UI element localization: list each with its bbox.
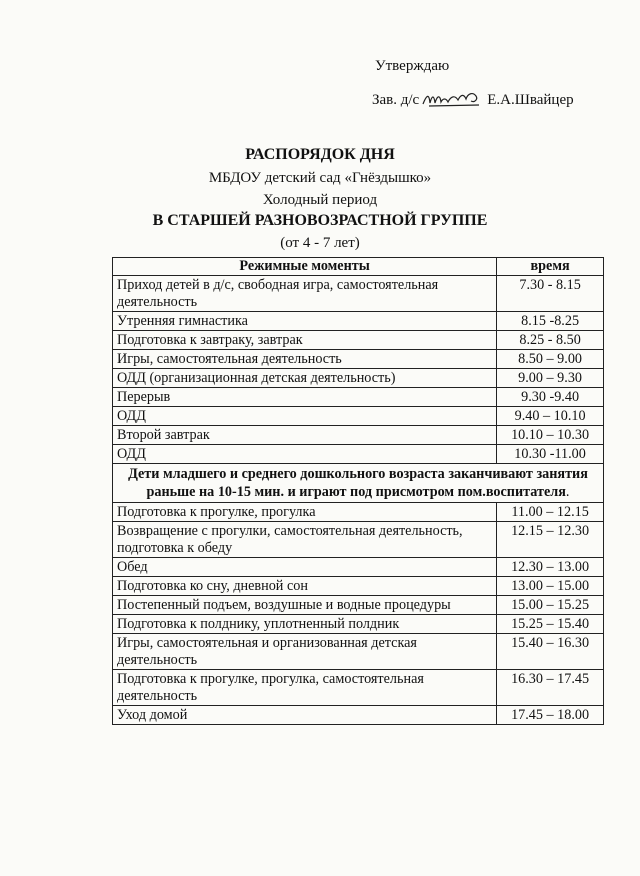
- schedule-rows-top: [113, 276, 604, 464]
- time-cell: 9.00 – 9.30: [497, 369, 604, 388]
- note-period: .: [565, 484, 570, 500]
- schedule-table: [112, 257, 604, 725]
- signature-line: [372, 90, 574, 109]
- activity-cell: Игры, самостоятельная деятельность: [113, 350, 497, 369]
- note-row: [113, 464, 604, 503]
- head-name: Е.А.Швайцер: [487, 92, 574, 108]
- time-cell: 15.00 – 15.25: [497, 596, 604, 615]
- activity-cell: Подготовка ко сну, дневной сон: [113, 577, 497, 596]
- head-position: Зав. д/с: [372, 92, 420, 108]
- note-cell: [113, 464, 604, 503]
- table-header-row: [113, 258, 604, 276]
- handwritten-signature: [421, 90, 483, 108]
- approval-word: Утверждаю: [375, 58, 450, 74]
- time-cell: 9.30 -9.40: [497, 388, 604, 407]
- activity-column-header: Режимные моменты: [113, 258, 497, 276]
- activity-cell: Подготовка к завтраку, завтрак: [113, 331, 497, 350]
- activity-cell: ОДД (организационная детская деятельность): [113, 369, 497, 388]
- group-label: В СТАРШЕЙ РАЗНОВОЗРАСТНОЙ ГРУППЕ: [152, 212, 488, 229]
- table-row: [113, 670, 604, 706]
- org-name: МБДОУ детский сад «Гнёздышко»: [208, 170, 432, 186]
- time-cell: 8.25 - 8.50: [497, 331, 604, 350]
- table-row: [113, 407, 604, 426]
- time-cell: 8.15 -8.25: [497, 312, 604, 331]
- activity-cell: Утренняя гимнастика: [113, 312, 497, 331]
- activity-cell: Постепенный подъем, воздушные и водные процедуры: [113, 596, 497, 615]
- time-cell: 15.40 – 16.30: [497, 634, 604, 670]
- table-row: [113, 388, 604, 407]
- activity-cell: Второй завтрак: [113, 426, 497, 445]
- activity-cell: Обед: [113, 558, 497, 577]
- table-row: [113, 615, 604, 634]
- activity-cell: Уход домой: [113, 706, 497, 725]
- page-title: РАСПОРЯДОК ДНЯ: [245, 146, 395, 163]
- time-cell: 8.50 – 9.00: [497, 350, 604, 369]
- period-label: Холодный период: [262, 192, 378, 208]
- time-cell: 12.30 – 13.00: [497, 558, 604, 577]
- time-cell: 16.30 – 17.45: [497, 670, 604, 706]
- activity-cell: Приход детей в д/с, свободная игра, самостоятельная деятельность: [113, 276, 497, 312]
- activity-cell: Подготовка к полднику, уплотненный полдник: [113, 615, 497, 634]
- table-row: [113, 503, 604, 522]
- schedule-rows-bottom: [113, 503, 604, 725]
- activity-cell: ОДД: [113, 445, 497, 464]
- time-cell: 7.30 - 8.15: [497, 276, 604, 312]
- time-cell: 15.25 – 15.40: [497, 615, 604, 634]
- time-cell: 12.15 – 12.30: [497, 522, 604, 558]
- time-cell: 9.40 – 10.10: [497, 407, 604, 426]
- activity-cell: ОДД: [113, 407, 497, 426]
- table-row: [113, 445, 604, 464]
- table-row: [113, 596, 604, 615]
- table-row: [113, 426, 604, 445]
- table-row: [113, 350, 604, 369]
- age-range: (от 4 - 7 лет): [280, 235, 360, 251]
- time-cell: 11.00 – 12.15: [497, 503, 604, 522]
- table-row: [113, 276, 604, 312]
- table-row: [113, 522, 604, 558]
- time-cell: 13.00 – 15.00: [497, 577, 604, 596]
- activity-cell: Подготовка к прогулке, прогулка: [113, 503, 497, 522]
- table-row: [113, 312, 604, 331]
- table-row: [113, 634, 604, 670]
- activity-cell: Подготовка к прогулке, прогулка, самостоятельная деятельность: [113, 670, 497, 706]
- activity-cell: Возвращение с прогулки, самостоятельная деятельность, подготовка к обеду: [113, 522, 497, 558]
- table-row: [113, 706, 604, 725]
- table-row: [113, 331, 604, 350]
- table-row: [113, 577, 604, 596]
- activity-cell: Игры, самостоятельная и организованная детская деятельность: [113, 634, 497, 670]
- time-cell: 10.30 -11.00: [497, 445, 604, 464]
- time-cell: 17.45 – 18.00: [497, 706, 604, 725]
- activity-cell: Перерыв: [113, 388, 497, 407]
- note-text: Дети младшего и среднего дошкольного возраста заканчивают занятия раньше на 10-15 мин. и играют под присмотром пом.воспитателя: [128, 466, 588, 500]
- time-cell: 10.10 – 10.30: [497, 426, 604, 445]
- table-row: [113, 369, 604, 388]
- time-column-header: время: [497, 258, 604, 276]
- table-row: [113, 558, 604, 577]
